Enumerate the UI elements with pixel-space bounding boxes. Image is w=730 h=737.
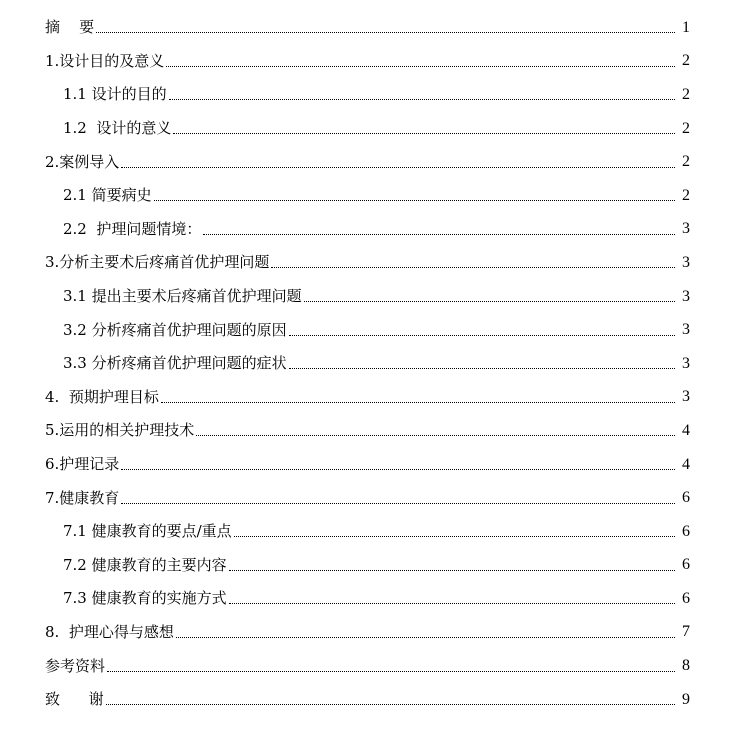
toc-entry-label: 8. 护理心得与感想 [45,622,174,641]
toc-entry-page: 8 [682,657,690,675]
dot-leader [166,65,675,67]
toc-entry-label: 4. 预期护理目标 [45,387,159,406]
toc-entry-section-6[interactable] [0,448,730,482]
dot-leader [121,468,675,470]
toc-entry-page: 2 [682,52,690,70]
toc-entry-label: 5.运用的相关护理技术 [45,421,195,440]
dot-leader [234,535,675,537]
toc-entry-section-1[interactable] [0,45,730,79]
toc-entry-page: 6 [682,489,690,507]
toc-entry-references[interactable] [0,649,730,683]
toc-entry-label: 2.1 简要病史 [63,186,152,205]
toc-entry-label: 摘 要 [45,18,95,37]
toc-entry-label: 7.1 健康教育的要点/重点 [63,522,232,541]
dot-leader [196,434,675,436]
toc-entry-label: 7.健康教育 [45,488,120,507]
toc-entry-label: 6.护理记录 [45,455,120,474]
dot-leader [96,31,675,33]
toc-entry-label: 2.2 护理问题情境： [63,219,202,238]
toc-entry-section-4[interactable] [0,381,730,415]
dot-leader [106,703,675,705]
toc-entry-page: 3 [682,287,690,305]
toc-entry-section-3-1[interactable] [0,280,730,314]
dot-leader [271,266,675,268]
toc-entry-page: 3 [682,220,690,238]
toc-entry-label: 致 谢 [45,690,104,709]
toc-entry-acknowledgements[interactable] [0,683,730,717]
dot-leader [107,670,675,672]
toc-entry-label: 3.3 分析疼痛首优护理问题的症状 [63,354,287,373]
toc-entry-section-5[interactable] [0,414,730,448]
toc-entry-page: 6 [682,589,690,607]
toc-entry-page: 2 [682,153,690,171]
toc-entry-page: 3 [682,321,690,339]
dot-leader [203,233,675,235]
table-of-contents [0,11,730,716]
dot-leader [173,132,675,134]
toc-entry-page: 9 [682,690,690,708]
toc-entry-label: 3.分析主要术后疼痛首优护理问题 [45,253,270,272]
toc-entry-page: 1 [682,18,690,36]
toc-entry-page: 7 [682,623,690,641]
toc-entry-label: 2.案例导入 [45,152,120,171]
toc-entry-section-1-2[interactable] [0,112,730,146]
toc-entry-label: 3.1 提出主要术后疼痛首优护理问题 [63,287,302,306]
dot-leader [121,502,675,504]
dot-leader [229,602,675,604]
toc-entry-section-7[interactable] [0,481,730,515]
dot-leader [229,569,675,571]
toc-entry-page: 6 [682,522,690,540]
toc-entry-section-1-1[interactable] [0,78,730,112]
toc-entry-label: 7.3 健康教育的实施方式 [63,589,227,608]
toc-entry-section-8[interactable] [0,616,730,650]
toc-entry-section-3[interactable] [0,246,730,280]
dot-leader [121,166,675,168]
toc-entry-page: 2 [682,85,690,103]
toc-entry-section-2-1[interactable] [0,179,730,213]
dot-leader [169,98,675,100]
toc-entry-section-2[interactable] [0,145,730,179]
toc-entry-abstract[interactable] [0,11,730,45]
dot-leader [154,199,675,201]
toc-entry-label: 3.2 分析疼痛首优护理问题的原因 [63,320,287,339]
dot-leader [176,636,675,638]
toc-entry-page: 2 [682,119,690,137]
toc-entry-section-7-1[interactable] [0,515,730,549]
toc-entry-label: 1.设计目的及意义 [45,51,165,70]
toc-entry-page: 6 [682,556,690,574]
dot-leader [289,334,675,336]
dot-leader [289,367,675,369]
toc-entry-label: 7.2 健康教育的主要内容 [63,555,227,574]
toc-entry-label: 参考资料 [45,656,106,675]
toc-entry-section-3-2[interactable] [0,313,730,347]
toc-entry-section-7-3[interactable] [0,582,730,616]
toc-entry-section-3-3[interactable] [0,347,730,381]
toc-entry-section-2-2[interactable] [0,213,730,247]
toc-entry-page: 4 [682,455,690,473]
toc-entry-page: 3 [682,253,690,271]
toc-entry-section-7-2[interactable] [0,549,730,583]
toc-entry-label: 1.2 设计的意义 [63,119,172,138]
toc-entry-page: 3 [682,354,690,372]
toc-entry-page: 2 [682,186,690,204]
toc-entry-label: 1.1 设计的目的 [63,85,167,104]
toc-entry-page: 3 [682,388,690,406]
dot-leader [161,401,675,403]
dot-leader [304,300,675,302]
toc-entry-page: 4 [682,421,690,439]
